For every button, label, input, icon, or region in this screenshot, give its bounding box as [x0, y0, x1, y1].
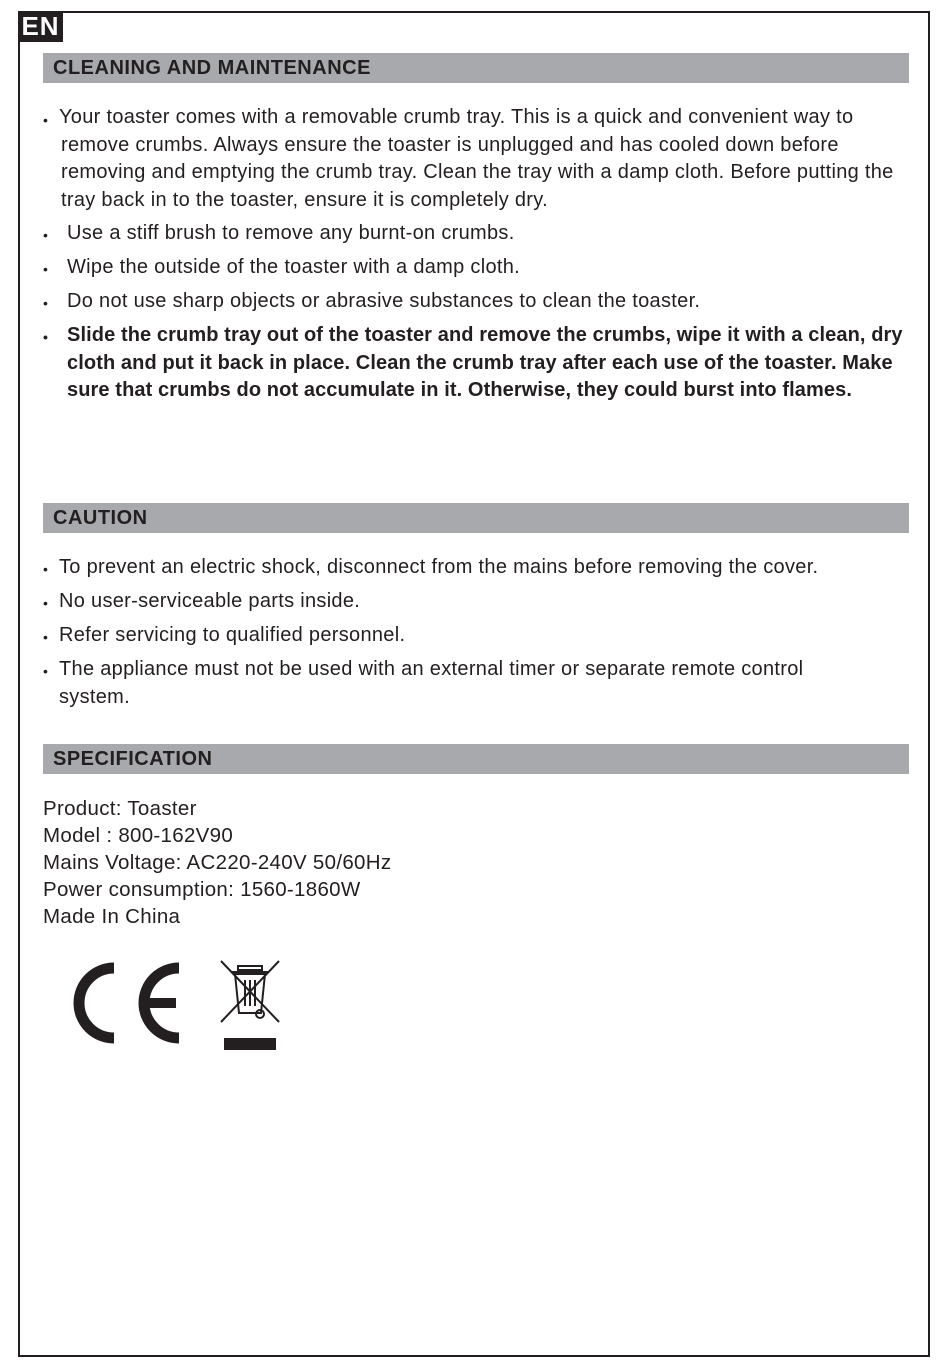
- caution-item-3: Refer servicing to qualified personnel.: [59, 624, 406, 646]
- cleaning-item-1: Your toaster comes with a removable crumb tray. This is a quick and convenient way to remove crumbs. Always ensure the toaster is unplugged and has cooled down before removing and emptying the crumb tray. Clean the tray with a damp cloth. Before putting the tray back in to the toaster, ensure it is completely dry.: [59, 106, 894, 211]
- bullet-icon: •: [43, 329, 48, 345]
- section-title-cleaning: CLEANING AND MAINTENANCE: [43, 53, 909, 83]
- spec-product: Product: Toaster: [43, 797, 197, 820]
- language-tag: EN: [18, 11, 63, 42]
- caution-item-4: The appliance must not be used with an external timer or separate remote control system.: [59, 658, 804, 708]
- caution-item-2: No user-serviceable parts inside.: [59, 590, 361, 612]
- spec-origin: Made In China: [43, 905, 181, 928]
- bullet-icon: •: [43, 227, 48, 243]
- spec-power-consumption: Power consumption: 1560-1860W: [43, 878, 361, 901]
- bullet-icon: •: [43, 629, 48, 645]
- bullet-icon: •: [43, 295, 48, 311]
- bullet-icon: •: [43, 561, 48, 577]
- cleaning-item-3: Wipe the outside of the toaster with a damp cloth.: [67, 256, 521, 278]
- bullet-icon: •: [43, 595, 48, 611]
- ce-mark-icon: [66, 962, 184, 1044]
- cleaning-item-2: Use a stiff brush to remove any burnt-on crumbs.: [67, 222, 515, 244]
- bullet-icon: •: [43, 261, 48, 277]
- spec-model: Model : 800-162V90: [43, 824, 234, 847]
- cleaning-item-4: Do not use sharp objects or abrasive substances to clean the toaster.: [67, 290, 701, 312]
- caution-item-1: To prevent an electric shock, disconnect from the mains before removing the cover.: [59, 556, 819, 578]
- bullet-icon: •: [43, 663, 48, 679]
- weee-crossed-bin-icon: [218, 958, 282, 1054]
- section-title-caution: CAUTION: [43, 503, 909, 533]
- spec-mains-voltage: Mains Voltage: AC220-240V 50/60Hz: [43, 851, 392, 874]
- section-title-specification: SPECIFICATION: [43, 744, 909, 774]
- cleaning-item-5-warning: Slide the crumb tray out of the toaster and remove the crumbs, wipe it with a clean, dry cloth and put it back in place. Clean the crumb tray after each use of the toaster. Make sure that crumbs do not accumulate in it. Otherwise, they could burst into flames.: [67, 324, 903, 401]
- bullet-icon: •: [43, 112, 48, 128]
